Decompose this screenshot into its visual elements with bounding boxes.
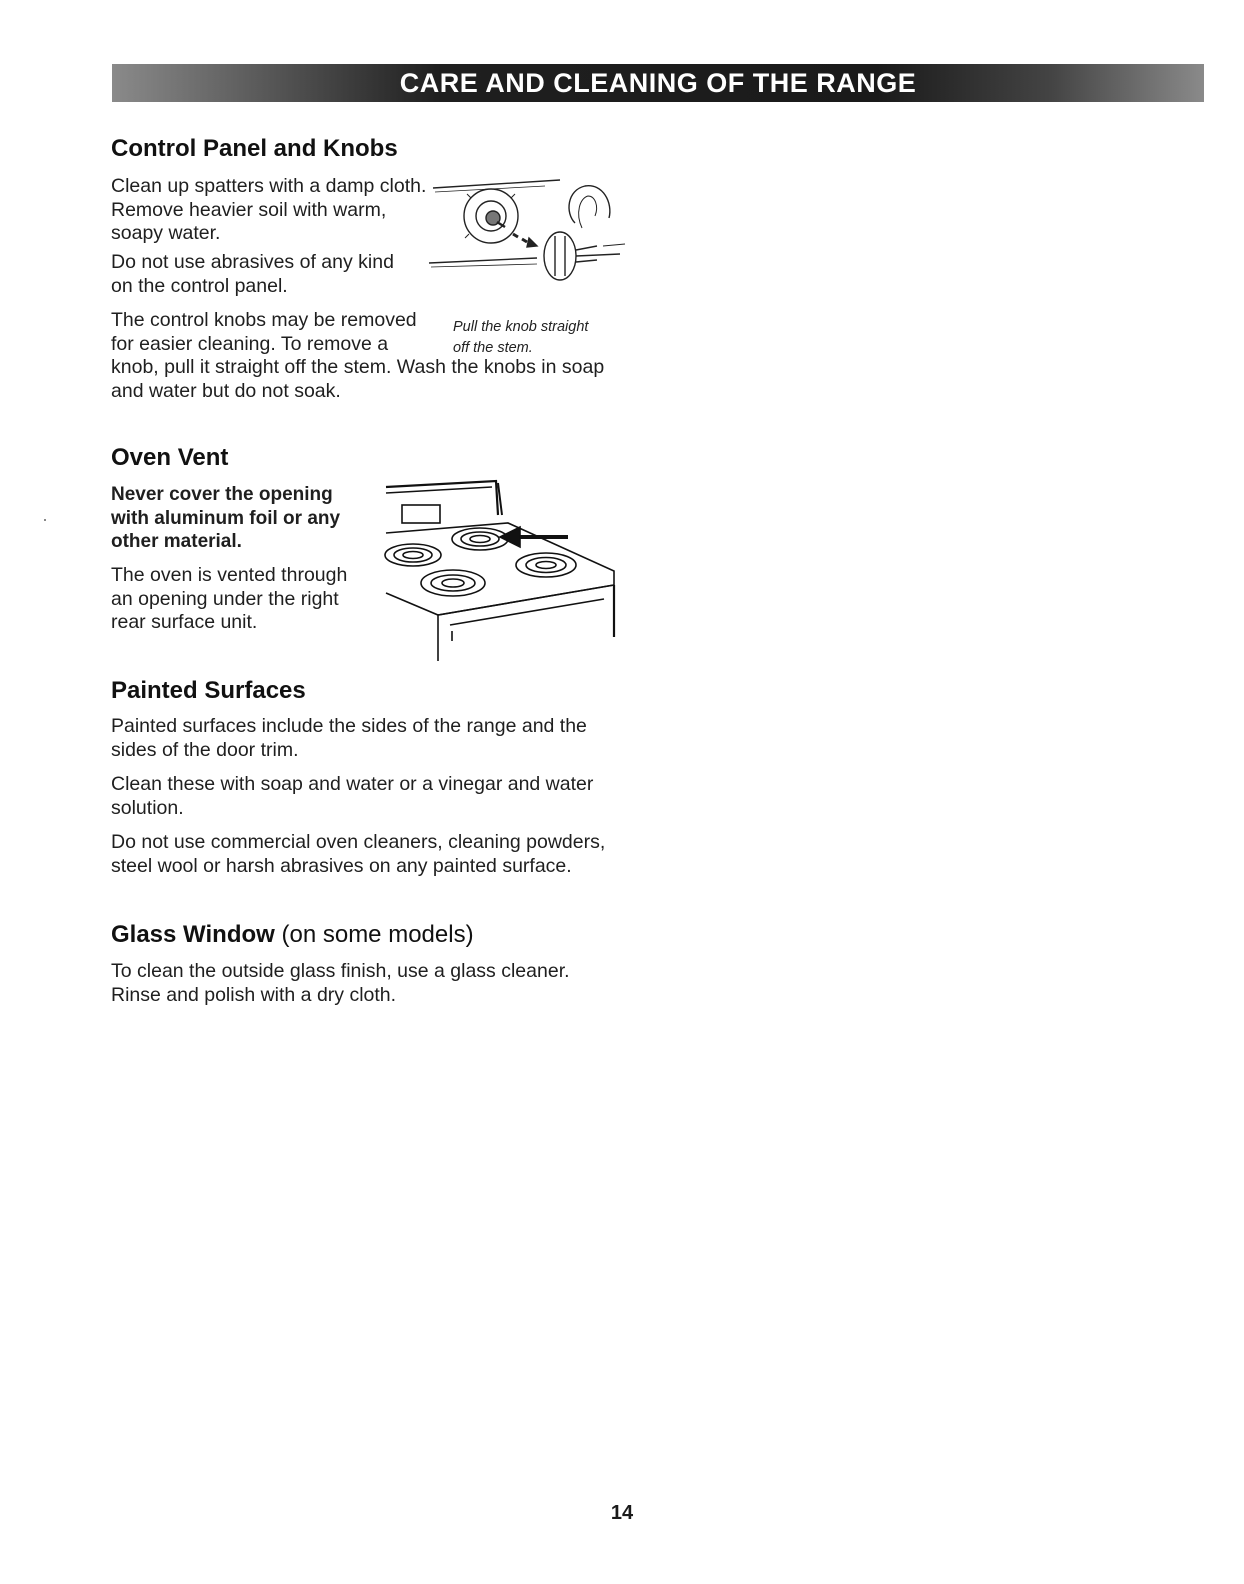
painted-surfaces-paragraph-3: Do not use commercial oven cleaners, cleaning powders, steel wool or harsh abrasives on any painted surface. bbox=[111, 831, 606, 877]
control-panel-paragraph-2: Do not use abrasives of any kind on the control panel. bbox=[111, 251, 394, 297]
oven-vent-paragraph: The oven is vented through an opening under the right rear surface unit. bbox=[111, 564, 348, 633]
control-panel-paragraph-3: The control knobs may be removed for easier cleaning. To remove a knob, pull it straight off the stem. Wash the knobs in soap and water but do not soak. bbox=[111, 309, 605, 402]
knob-removal-illustration-icon bbox=[425, 168, 635, 303]
oven-vent-warning: Never cover the opening with aluminum foil or any other material. bbox=[111, 484, 341, 552]
painted-surfaces-paragraph-2: Clean these with soap and water or a vinegar and water solution. bbox=[111, 773, 594, 819]
control-panel-paragraph-1: Clean up spatters with a damp cloth. Remove heavier soil with warm, soapy water. bbox=[111, 175, 427, 244]
heading-control-panel: Control Panel and Knobs bbox=[111, 135, 398, 162]
glass-window-paragraph: To clean the outside glass finish, use a glass cleaner. Rinse and polish with a dry cloth. bbox=[111, 960, 570, 1006]
scan-speck bbox=[44, 519, 46, 521]
section-banner bbox=[112, 64, 1204, 102]
page-title: CARE AND CLEANING OF THE RANGE bbox=[399, 67, 917, 98]
range-cooktop-vent-illustration-icon bbox=[378, 475, 623, 670]
page-number: 14 bbox=[610, 1502, 634, 1524]
painted-surfaces-paragraph-1: Painted surfaces include the sides of the range and the sides of the door trim. bbox=[111, 715, 587, 761]
heading-oven-vent: Oven Vent bbox=[111, 444, 229, 471]
knob-figure-caption: Pull the knob straight off the stem. bbox=[453, 319, 589, 356]
heading-painted-surfaces: Painted Surfaces bbox=[111, 677, 306, 704]
heading-glass-window: Glass Window (on some models) bbox=[111, 921, 474, 948]
